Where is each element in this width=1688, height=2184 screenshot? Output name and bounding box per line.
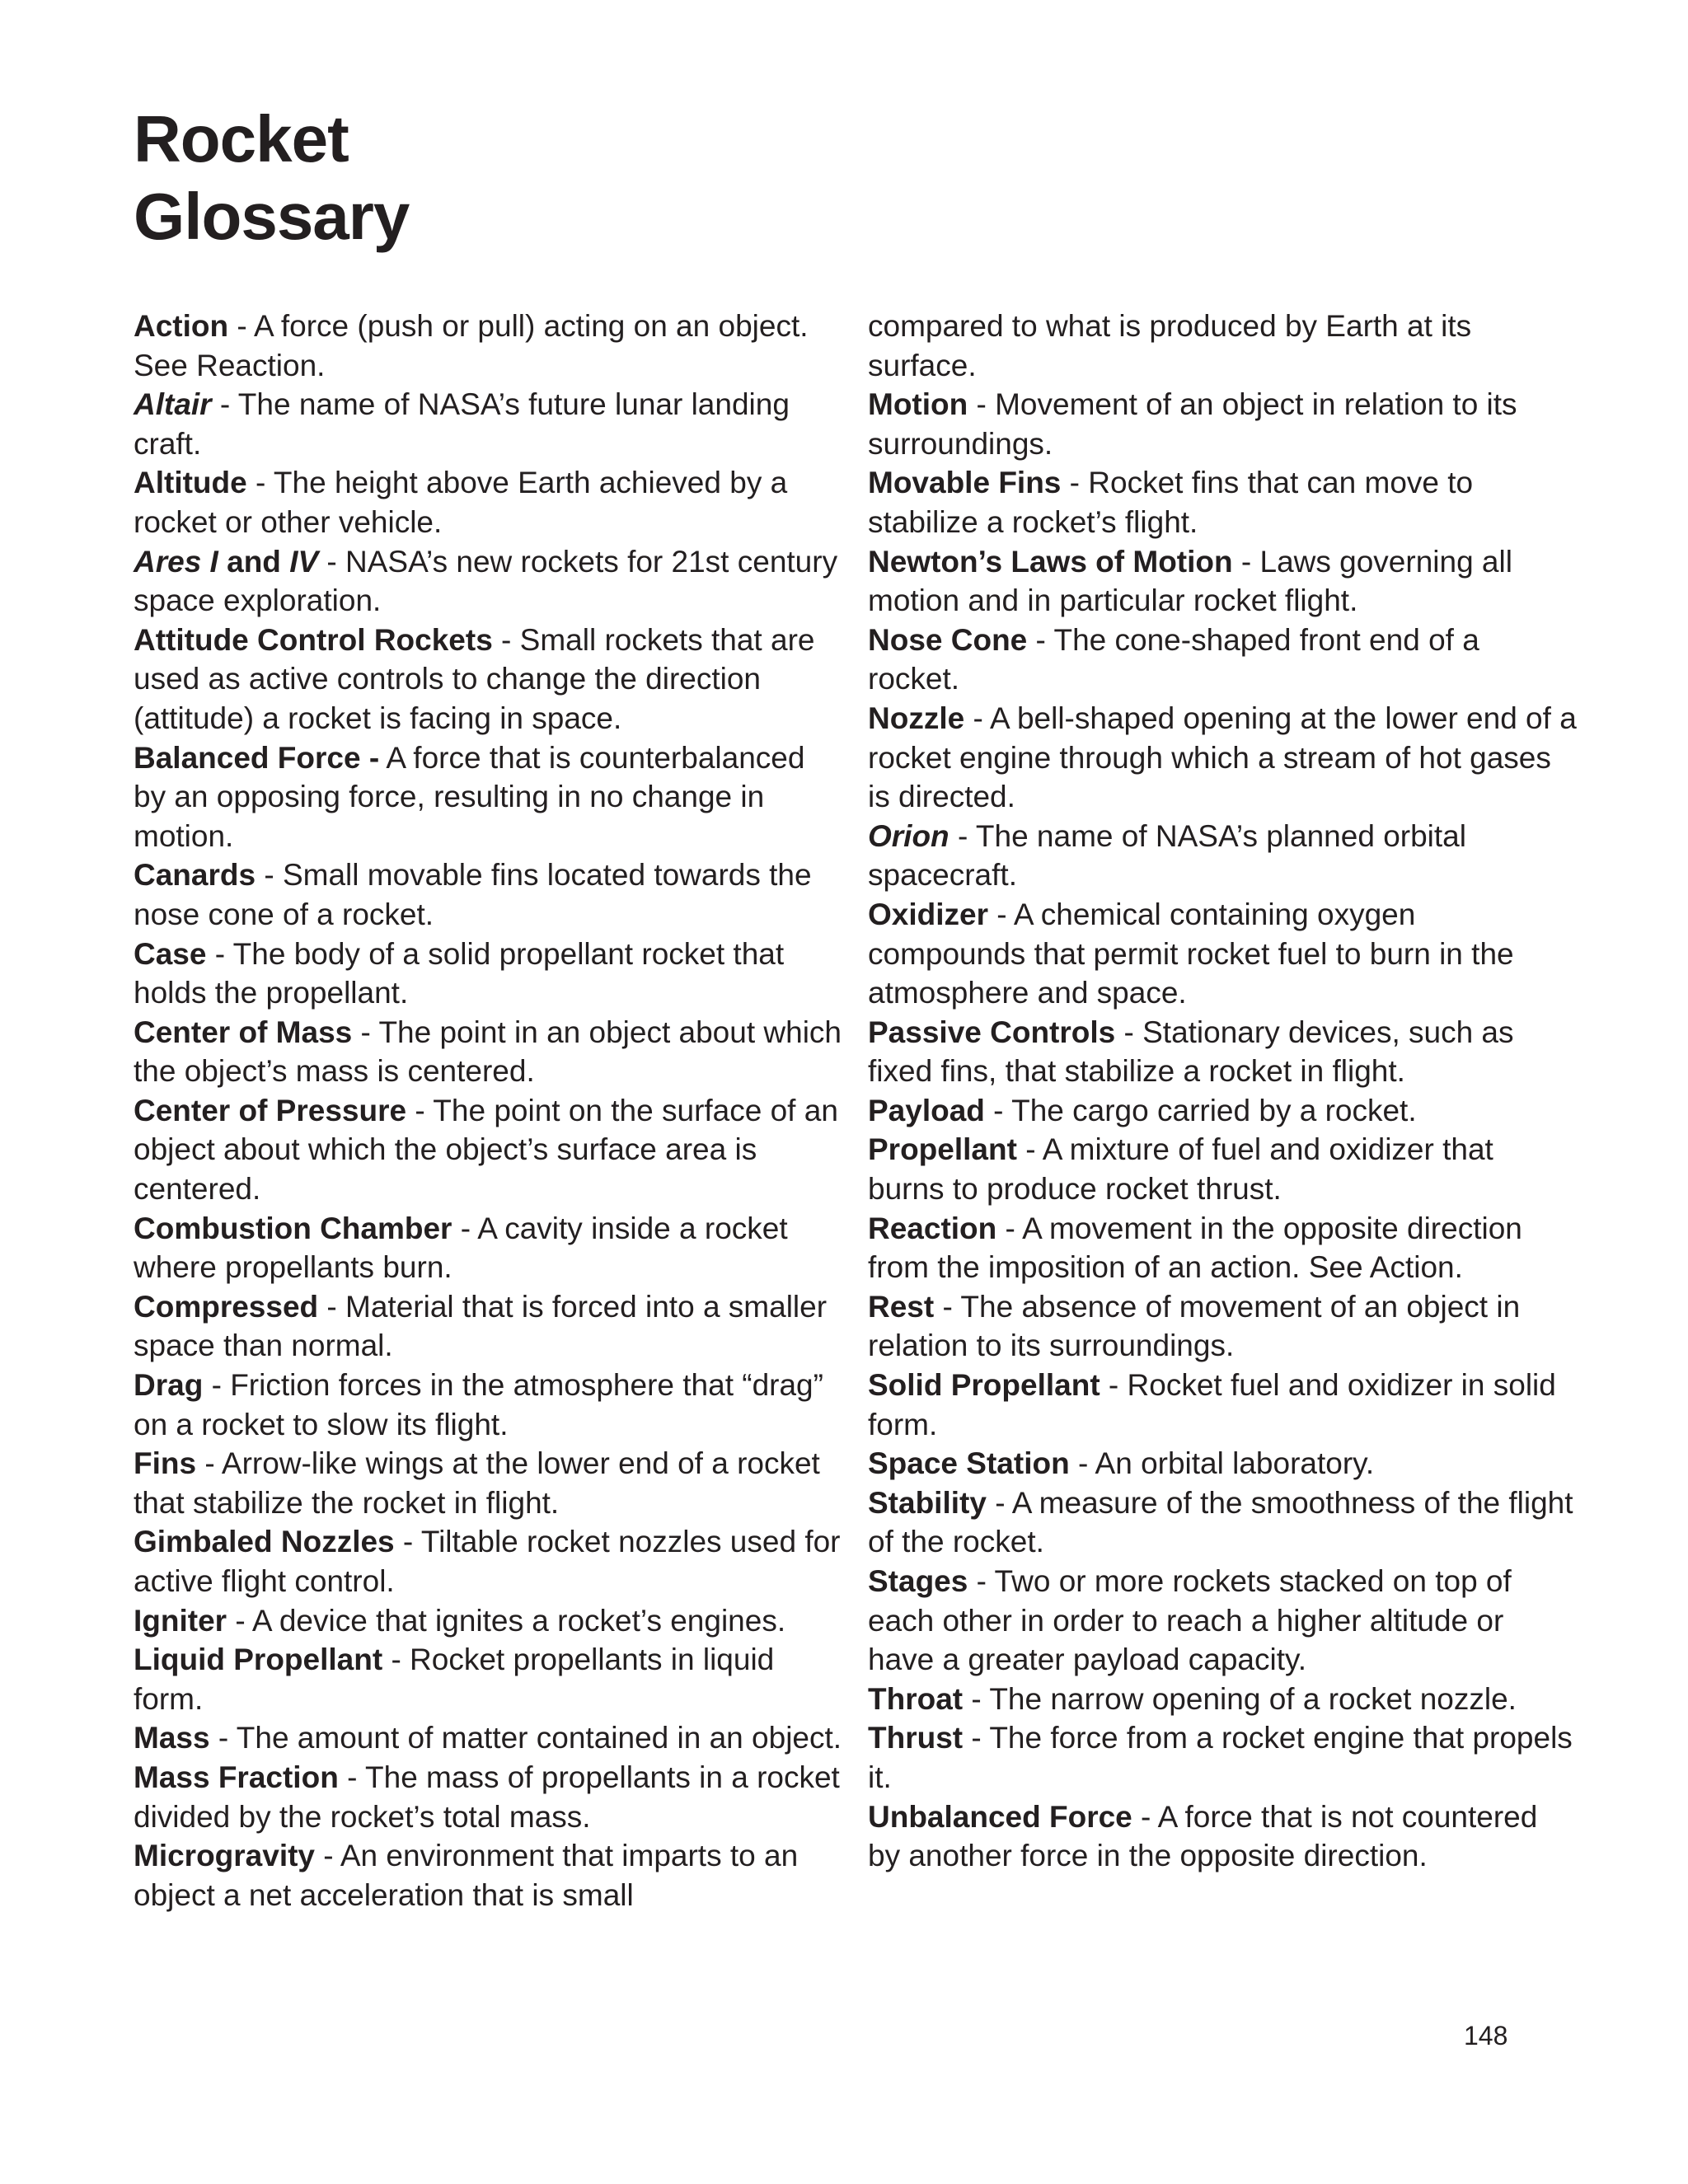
glossary-entry bbox=[134, 1209, 842, 1287]
glossary-term: Motion bbox=[868, 387, 968, 422]
glossary-definition: - Stationary devices, such as fixed fins, that stabilize a rocket in flight. bbox=[868, 1015, 1514, 1089]
glossary-entry bbox=[134, 1366, 842, 1444]
glossary-term: Center of Pressure bbox=[134, 1093, 407, 1127]
glossary-entry bbox=[868, 542, 1577, 621]
glossary-term bbox=[134, 545, 318, 579]
glossary-definition: - The point on the surface of an object about which the object’s surface area is centered. bbox=[134, 1093, 838, 1207]
glossary-definition: - An orbital laboratory. bbox=[1069, 1446, 1375, 1481]
glossary-entry bbox=[868, 1718, 1577, 1797]
glossary-term: Mass Fraction bbox=[134, 1760, 339, 1794]
glossary-entry bbox=[134, 1601, 842, 1641]
glossary-definition: - A force that is not countered by another force in the opposite direction. bbox=[868, 1799, 1538, 1873]
glossary-entry bbox=[134, 738, 842, 856]
glossary-definition: - The cargo carried by a rocket. bbox=[984, 1093, 1417, 1127]
glossary-term: Altair bbox=[134, 387, 212, 422]
glossary-definition: - An environment that imparts to an object a net acceleration that is small bbox=[134, 1839, 799, 1912]
glossary-entry bbox=[868, 1209, 1577, 1287]
glossary-term: Solid Propellant bbox=[868, 1368, 1100, 1403]
glossary-term-part: Ares I bbox=[134, 544, 218, 579]
glossary-entry bbox=[868, 817, 1577, 895]
glossary-term: Center of Mass bbox=[134, 1015, 353, 1049]
glossary-entry bbox=[134, 1444, 842, 1522]
glossary-entry bbox=[134, 1718, 842, 1758]
glossary-definition: - Laws governing all motion and in particular rocket flight. bbox=[868, 544, 1512, 618]
glossary-entry bbox=[868, 1680, 1577, 1719]
glossary-entry bbox=[134, 385, 842, 463]
glossary-definition: - A measure of the smoothness of the flight of the rocket. bbox=[868, 1485, 1573, 1559]
glossary-term: Throat bbox=[868, 1681, 964, 1716]
glossary-entry bbox=[134, 307, 842, 385]
glossary-column-right bbox=[868, 307, 1577, 1876]
glossary-term: Liquid Propellant bbox=[134, 1643, 383, 1677]
glossary-entry bbox=[134, 1287, 842, 1366]
glossary-definition: - The name of NASA’s planned orbital spacecraft. bbox=[868, 818, 1466, 893]
glossary-term: Stages bbox=[868, 1564, 968, 1598]
glossary-definition: - The point in an object about which the object’s mass is centered. bbox=[134, 1015, 842, 1089]
glossary-entry bbox=[134, 621, 842, 738]
glossary-definition: A force that is counterbalanced by an opposing force, resulting in no change in motion. bbox=[134, 740, 805, 853]
glossary-definition: - The name of NASA’s future lunar landing craft. bbox=[134, 387, 790, 461]
glossary-definition: - The amount of matter contained in an object. bbox=[209, 1721, 842, 1755]
glossary-definition: - The cone-shaped front end of a rocket. bbox=[868, 622, 1479, 696]
glossary-term: Movable Fins bbox=[868, 466, 1062, 500]
glossary-term: Compressed bbox=[134, 1289, 319, 1324]
glossary-definition: - Friction forces in the atmosphere that “drag” on a rocket to slow its flight. bbox=[134, 1368, 823, 1441]
glossary-entry bbox=[868, 621, 1577, 699]
page-title-line-2: Glossary bbox=[134, 180, 410, 253]
glossary-entry bbox=[134, 1013, 842, 1091]
glossary-term-part: and bbox=[218, 544, 290, 579]
glossary-entry bbox=[134, 1091, 842, 1209]
glossary-term: Rest bbox=[868, 1289, 935, 1324]
glossary-term: Nozzle bbox=[868, 701, 965, 735]
glossary-definition: - A movement in the opposite direction from the imposition of an action. See Action. bbox=[868, 1211, 1522, 1285]
glossary-term: Oxidizer bbox=[868, 897, 988, 931]
glossary-term: Fins bbox=[134, 1446, 197, 1481]
glossary-definition: - A bell-shaped opening at the lower end of a rocket engine through which a stream of hot gases is directed. bbox=[868, 701, 1577, 814]
glossary-term: Canards bbox=[134, 858, 256, 893]
glossary-term: Reaction bbox=[868, 1211, 997, 1245]
glossary-definition: - Small rockets that are used as active controls to change the direction (attitude) a rocket is facing in space. bbox=[134, 622, 815, 735]
glossary-entry bbox=[134, 1522, 842, 1601]
glossary-entry bbox=[134, 855, 842, 934]
glossary-term: Newton’s Laws of Motion bbox=[868, 544, 1233, 579]
glossary-term: Nose Cone bbox=[868, 622, 1028, 657]
glossary-definition: - Movement of an object in relation to its surroundings. bbox=[868, 387, 1517, 461]
glossary-entry bbox=[868, 385, 1577, 463]
glossary-term: Mass bbox=[134, 1721, 210, 1755]
glossary-entry bbox=[868, 699, 1577, 817]
glossary-entry bbox=[134, 935, 842, 1013]
glossary-column-left bbox=[134, 307, 842, 1915]
glossary-definition: - The narrow opening of a rocket nozzle. bbox=[963, 1681, 1517, 1716]
glossary-definition: - NASA’s new rockets for 21st century space exploration. bbox=[134, 544, 838, 618]
glossary-definition: - Two or more rockets stacked on top of each other in order to reach a higher altitude or have a greater payload capacity. bbox=[868, 1564, 1512, 1677]
glossary-definition: compared to what is produced by Earth at its surface. bbox=[868, 309, 1472, 382]
glossary-definition: - The body of a solid propellant rocket that holds the propellant. bbox=[134, 936, 785, 1010]
glossary-term: Drag bbox=[134, 1368, 204, 1403]
glossary-term: Case bbox=[134, 936, 207, 971]
glossary-definition: - Tiltable rocket nozzles used for active flight control. bbox=[134, 1525, 841, 1598]
glossary-entry bbox=[134, 463, 842, 541]
glossary-entry bbox=[868, 1483, 1577, 1562]
glossary-definition: - Arrow-like wings at the lower end of a rocket that stabilize the rocket in flight. bbox=[134, 1446, 820, 1520]
glossary-entry bbox=[134, 1758, 842, 1836]
glossary-term-part: IV bbox=[289, 544, 319, 579]
glossary-definition: - A chemical containing oxygen compounds that permit rocket fuel to burn in the atmosphere and space. bbox=[868, 897, 1514, 1010]
glossary-term: Orion bbox=[868, 818, 950, 853]
glossary-term: Unbalanced Force bbox=[868, 1799, 1132, 1834]
glossary-definition: - A cavity inside a rocket where propellants burn. bbox=[134, 1211, 788, 1285]
glossary-entry-continued bbox=[868, 307, 1577, 385]
glossary-entry bbox=[868, 1091, 1577, 1131]
glossary-term: Microgravity bbox=[134, 1839, 316, 1873]
page-title bbox=[134, 101, 409, 255]
glossary-definition: - The absence of movement of an object in relation to its surroundings. bbox=[868, 1289, 1521, 1363]
glossary-term: Stability bbox=[868, 1485, 987, 1520]
glossary-entry bbox=[868, 1797, 1577, 1876]
glossary-term: Altitude bbox=[134, 466, 247, 500]
glossary-definition: - Rocket fins that can move to stabilize a rocket’s flight. bbox=[868, 466, 1474, 539]
glossary-term: Thrust bbox=[868, 1721, 964, 1755]
glossary-entry bbox=[868, 1013, 1577, 1091]
glossary-definition: - A force (push or pull) acting on an object. See Reaction. bbox=[134, 309, 809, 382]
glossary-entry bbox=[868, 1130, 1577, 1208]
glossary-definition: - The mass of propellants in a rocket divided by the rocket’s total mass. bbox=[134, 1760, 840, 1834]
page-number: 148 bbox=[1464, 2021, 1508, 2050]
glossary-entry bbox=[134, 1836, 842, 1915]
glossary-term: Action bbox=[134, 309, 229, 343]
glossary-term: Igniter bbox=[134, 1603, 227, 1638]
glossary-definition: - Rocket fuel and oxidizer in solid form. bbox=[868, 1368, 1556, 1441]
glossary-term: Balanced Force - bbox=[134, 740, 380, 775]
glossary-entry bbox=[868, 895, 1577, 1013]
glossary-entry bbox=[868, 1287, 1577, 1366]
glossary-definition: - The force from a rocket engine that propels it. bbox=[868, 1721, 1573, 1794]
glossary-definition: - The height above Earth achieved by a rocket or other vehicle. bbox=[134, 466, 788, 539]
glossary-term: Passive Controls bbox=[868, 1015, 1116, 1049]
glossary-definition: - A mixture of fuel and oxidizer that burns to produce rocket thrust. bbox=[868, 1132, 1493, 1207]
glossary-term: Combustion Chamber bbox=[134, 1211, 452, 1245]
glossary-definition: - Rocket propellants in liquid form. bbox=[134, 1643, 775, 1716]
glossary-term: Payload bbox=[868, 1093, 985, 1127]
glossary-entry bbox=[134, 1640, 842, 1718]
page-title-line-1: Rocket bbox=[134, 102, 349, 176]
glossary-definition: - Material that is forced into a smaller space than normal. bbox=[134, 1289, 828, 1363]
glossary-entry bbox=[868, 463, 1577, 541]
glossary-entry bbox=[868, 1444, 1577, 1483]
glossary-term: Propellant bbox=[868, 1132, 1017, 1167]
glossary-definition: - Small movable fins located towards the nose cone of a rocket. bbox=[134, 858, 812, 931]
glossary-term: Attitude Control Rockets bbox=[134, 622, 493, 657]
glossary-entry bbox=[868, 1562, 1577, 1680]
glossary-term: Gimbaled Nozzles bbox=[134, 1525, 395, 1559]
glossary-term: Space Station bbox=[868, 1446, 1070, 1481]
glossary-definition: - A device that ignites a rocket’s engines. bbox=[227, 1603, 786, 1638]
glossary-entry bbox=[868, 1366, 1577, 1444]
glossary-entry bbox=[134, 542, 842, 621]
